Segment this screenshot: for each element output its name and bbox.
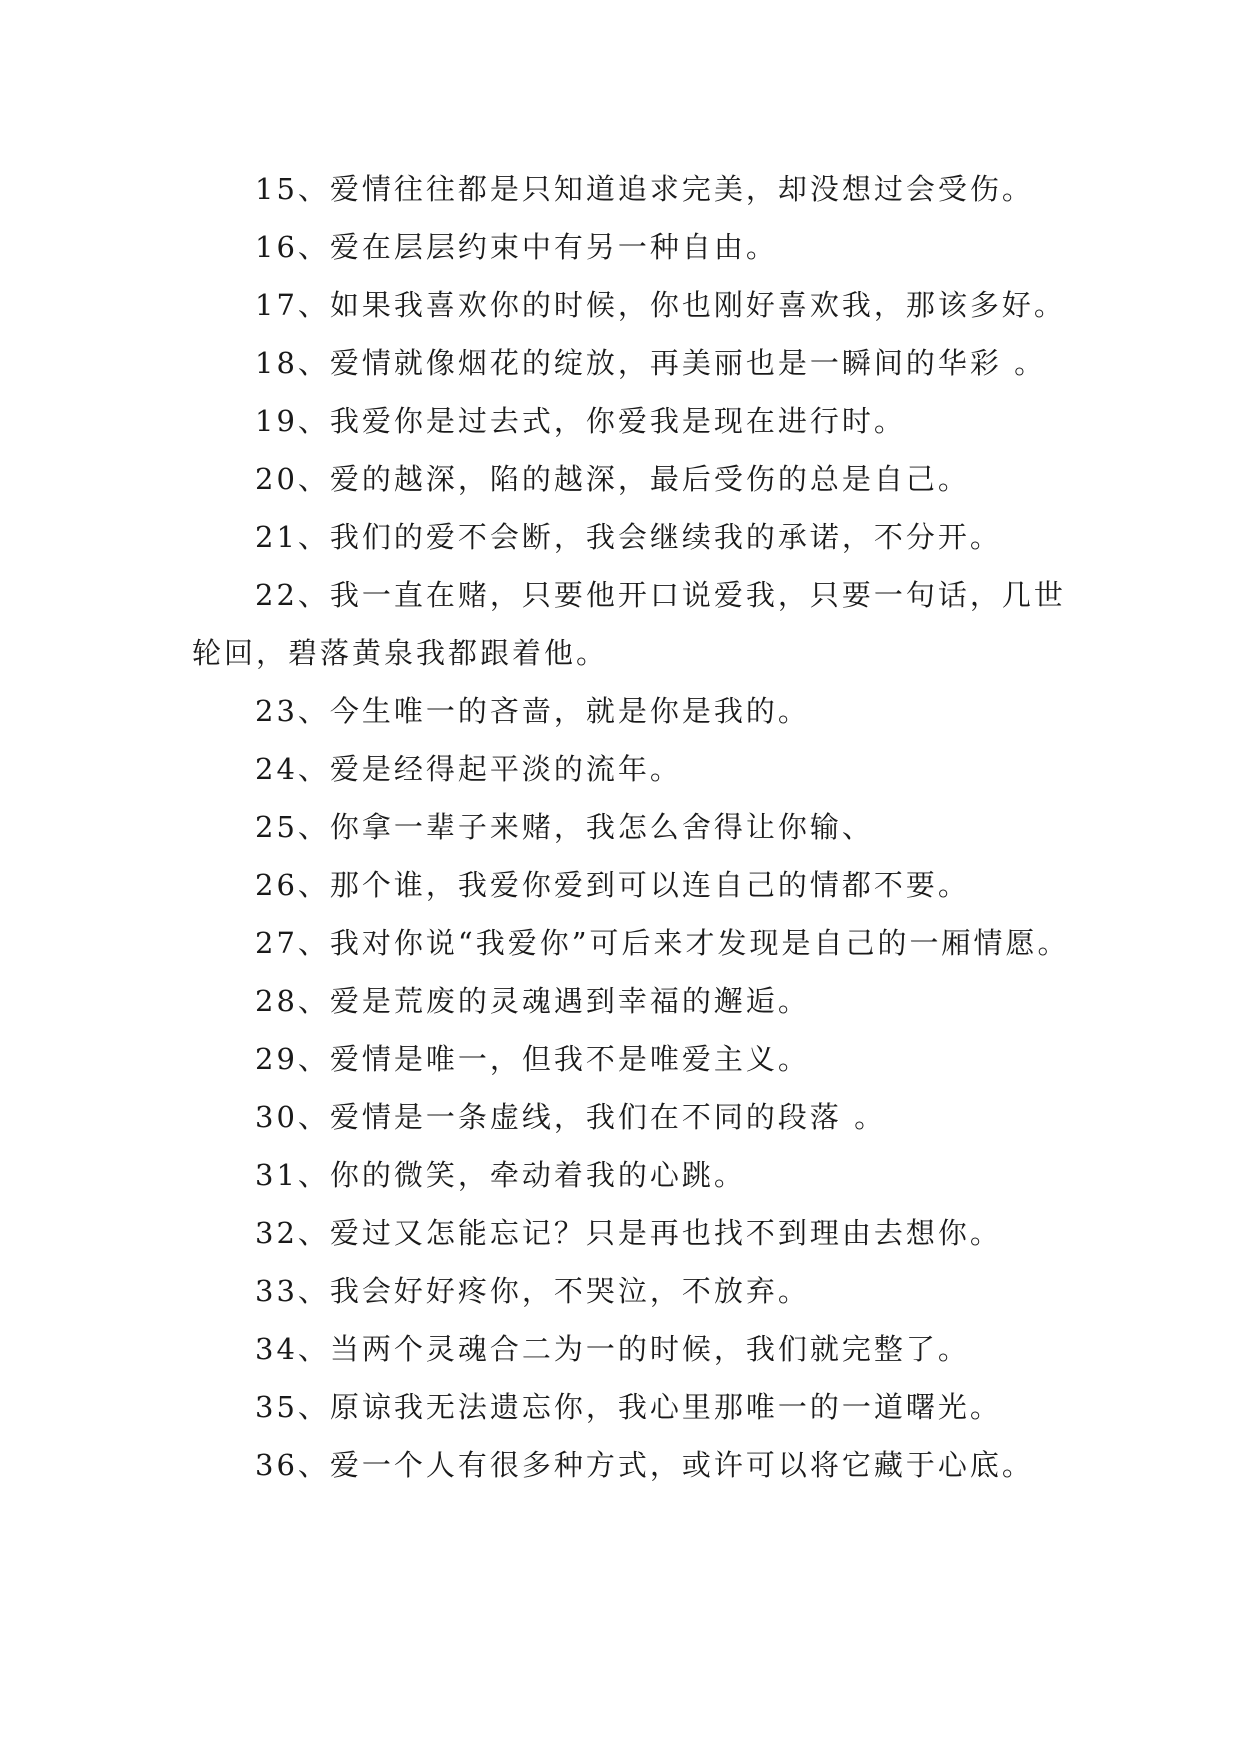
quote-item-32: 32、爱过又怎能忘记？只是再也找不到理由去想你。: [255, 1216, 1002, 1250]
quote-item-15: 15、爱情往往都是只知道追求完美，却没想过会受伤。: [255, 172, 1034, 206]
quote-item-19: 19、我爱你是过去式，你爱我是现在进行时。: [255, 404, 906, 438]
quote-item-20: 20、爱的越深，陷的越深，最后受伤的总是自己。: [255, 462, 970, 496]
quote-item-33: 33、我会好好疼你，不哭泣，不放弃。: [255, 1274, 810, 1308]
quote-item-34: 34、当两个灵魂合二为一的时候，我们就完整了。: [255, 1332, 970, 1366]
quote-item-22: 22、我一直在赌，只要他开口说爱我，只要一句话，几世轮回，碧落黄泉我都跟着他。: [192, 578, 1066, 670]
quote-item-25: 25、你拿一辈子来赌，我怎么舍得让你输、: [255, 810, 874, 844]
quote-item-17: 17、如果我喜欢你的时候，你也刚好喜欢我，那该多好。: [255, 288, 1066, 322]
quote-item-18: 18、爱情就像烟花的绽放，再美丽也是一瞬间的华彩 。: [255, 346, 1047, 380]
quote-item-23: 23、今生唯一的吝啬，就是你是我的。: [255, 694, 810, 728]
quote-item-16: 16、爱在层层约束中有另一种自由。: [255, 230, 778, 264]
quote-item-24: 24、爱是经得起平淡的流年。: [255, 752, 682, 786]
quote-item-26: 26、那个谁，我爱你爱到可以连自己的情都不要。: [255, 868, 970, 902]
quote-item-36: 36、爱一个人有很多种方式，或许可以将它藏于心底。: [255, 1448, 1034, 1482]
quote-item-30: 30、爱情是一条虚线，我们在不同的段落 。: [255, 1100, 887, 1134]
quote-item-29: 29、爱情是唯一，但我不是唯爱主义。: [255, 1042, 810, 1076]
quote-item-28: 28、爱是荒废的灵魂遇到幸福的邂逅。: [255, 984, 810, 1018]
quote-item-31: 31、你的微笑，牵动着我的心跳。: [255, 1158, 746, 1192]
quote-item-35: 35、原谅我无法遗忘你，我心里那唯一的一道曙光。: [255, 1390, 1002, 1424]
quote-list: [192, 160, 1092, 1494]
quote-item-27: 27、我对你说“我爱你”可后来才发现是自己的一厢情愿。: [255, 926, 1070, 960]
quote-item-21: 21、我们的爱不会断，我会继续我的承诺，不分开。: [255, 520, 1002, 554]
